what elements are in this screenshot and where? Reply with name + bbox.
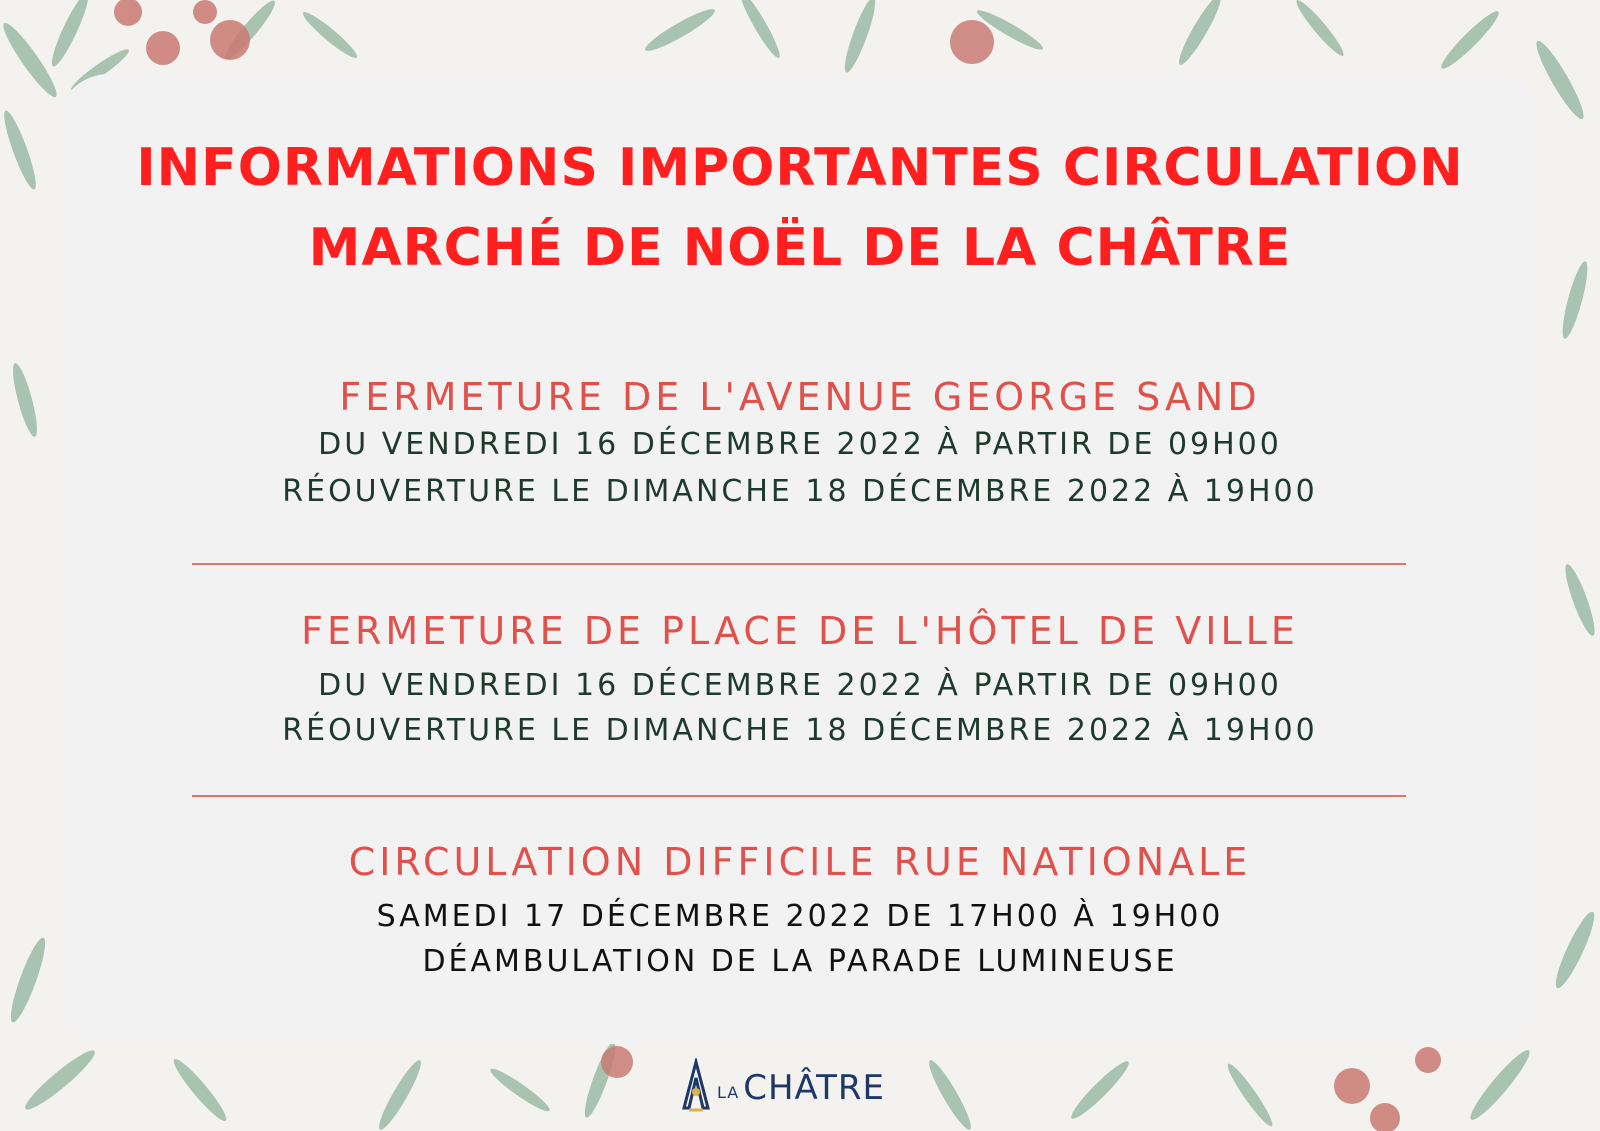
divider-1: [192, 563, 1406, 565]
section-1-line-2: RÉOUVERTURE LE DIMANCHE 18 DÉCEMBRE 2022 À 19H00: [282, 474, 1318, 509]
title-line-1: INFORMATIONS IMPORTANTES CIRCULATION: [136, 138, 1464, 198]
section-3-line-2: DÉAMBULATION DE LA PARADE LUMINEUSE: [422, 944, 1178, 979]
logo-prefix: LA: [717, 1083, 740, 1102]
section-1-line-1: DU VENDREDI 16 DÉCEMBRE 2022 À PARTIR DE 09H00: [318, 427, 1282, 462]
section-3-heading: CIRCULATION DIFFICILE RUE NATIONALE: [348, 840, 1252, 884]
divider-2: [192, 795, 1406, 797]
la-chatre-logo: [681, 1058, 885, 1114]
logo-tower-icon: [681, 1058, 711, 1114]
section-2-heading: FERMETURE DE PLACE DE L'HÔTEL DE VILLE: [301, 609, 1299, 653]
section-3-line-1: SAMEDI 17 DÉCEMBRE 2022 DE 17H00 À 19H00: [376, 899, 1224, 934]
section-2-line-2: RÉOUVERTURE LE DIMANCHE 18 DÉCEMBRE 2022 À 19H00: [282, 713, 1318, 748]
logo-name: CHÂTRE: [743, 1068, 886, 1108]
title-line-2: MARCHÉ DE NOËL DE LA CHÂTRE: [308, 218, 1292, 278]
section-2-line-1: DU VENDREDI 16 DÉCEMBRE 2022 À PARTIR DE 09H00: [318, 668, 1282, 703]
section-1-heading: FERMETURE DE L'AVENUE GEORGE SAND: [339, 375, 1261, 419]
